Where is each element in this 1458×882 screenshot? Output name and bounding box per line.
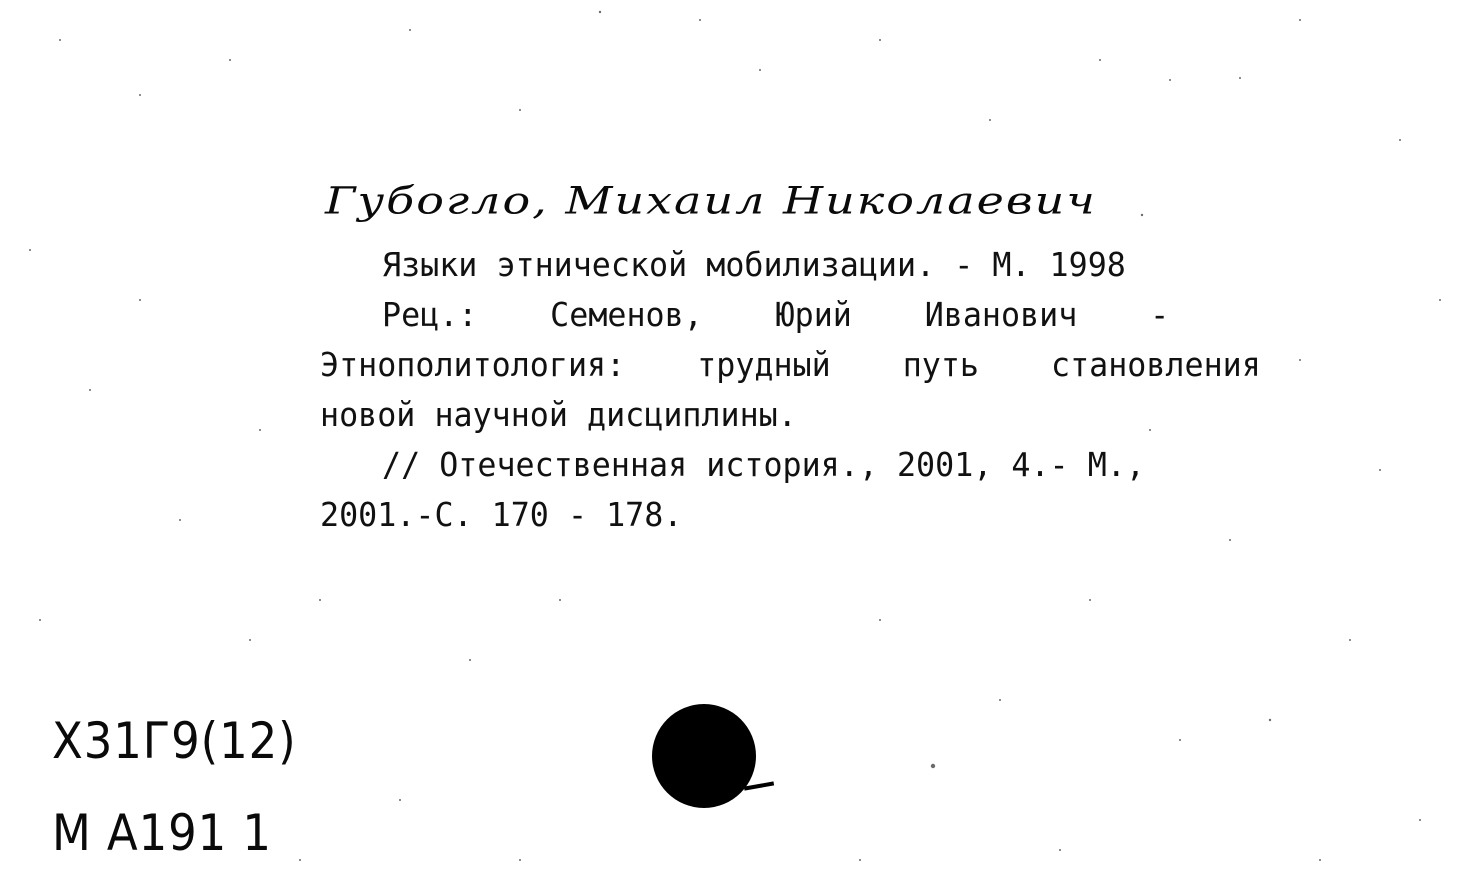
review-line [382, 290, 1169, 340]
review-title-line [320, 340, 1261, 390]
shelf-mark-inventory: М А191 1 [52, 804, 272, 862]
shelf-mark-classification: Х31Г9(12) [52, 712, 297, 770]
review-title-word: трудный [697, 345, 831, 384]
card-punch-hole [652, 704, 756, 808]
review-title-word: путь [902, 345, 979, 384]
handwritten-author-name: Губогло, Михаил Николаевич [325, 178, 1097, 223]
source-journal-line: // Отечественная история., 2001, 4.- М., [382, 445, 1145, 484]
reviewer-surname: Семенов, [550, 295, 703, 334]
dash-separator: - [1150, 295, 1170, 334]
reviewer-name: Юрий [775, 295, 852, 334]
review-label: Рец.: [382, 295, 478, 334]
review-title-continuation: новой научной дисциплины. [320, 395, 797, 434]
reviewer-patronymic: Иванович [924, 295, 1078, 334]
review-title-word: становления [1050, 345, 1261, 384]
title-line: Языки этнической мобилизации. - М. 1998 [382, 245, 1126, 284]
review-title-word: Этнополитология: [320, 345, 626, 384]
pages-line: 2001.-С. 170 - 178. [320, 495, 683, 534]
